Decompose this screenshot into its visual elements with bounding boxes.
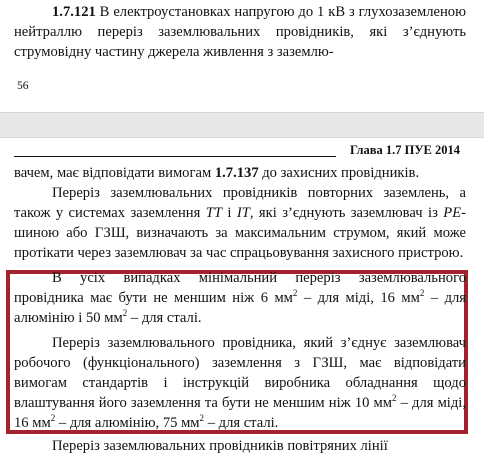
text-span: – для міді, 16 мм [14,395,466,431]
header-rule [14,156,336,157]
superscript: 2 [392,393,397,404]
text-span: і [221,205,237,221]
paragraph-overhead-lines [14,436,466,456]
clause-ref: 1.7.121 [52,4,96,20]
paragraph-1-7-121 [14,2,466,62]
text-span: – для алюмінію, 75 мм [55,415,200,431]
text-span: вачем, має відповідати вимогам [14,165,215,181]
text-span: – для міді, 16 мм [297,290,420,306]
text-span: Переріз заземлювальних провідників повітряних лінії [52,438,388,454]
system-it: IT [236,205,250,221]
text-span: Переріз заземлювальних провідників повторних заземлень, а також у системах заземлення [14,185,466,221]
text-span: В усіх випадках мінімальний переріз заземлювального провідника має бути не меншим ніж 6 мм [14,270,466,306]
text-span: -шиною або ГЗШ, визначають за максимальним струмом, який може протікати через заземлювач за час спрацьовування захисного пристрою. [14,205,466,261]
text-span: – для сталі. [127,310,202,326]
pe-bus: PE [443,205,462,221]
superscript: 2 [50,413,56,424]
superscript: 2 [292,288,298,299]
clause-ref: 1.7.137 [214,165,259,181]
page-separator [0,112,484,138]
text-span: – для сталі. [204,415,279,431]
paragraph-text: В електроустановках напругою до 1 кВ з глухозаземленою нейтраллю переріз заземлювальних провідників, які з’єднують струмовідну частину джерела живлення з заземлю- [14,4,466,60]
system-tt: TT [205,205,222,221]
page-number: 56 [17,80,29,92]
text-span: до захисних провідників. [258,165,420,181]
previous-page [0,0,484,112]
paragraph-min-cross-section [14,268,466,328]
superscript: 2 [122,308,128,319]
text-span: , які з’єднують заземлювач із [249,205,444,221]
text-span: – для алюмінію і 50 мм [14,290,466,326]
paragraph-functional-earthing [14,333,466,433]
chapter-title: Глава 1.7 ПУЕ 2014 [349,143,460,157]
superscript: 2 [419,288,425,299]
superscript: 2 [199,413,205,424]
text-span: Переріз заземлювального провідника, який з’єднує заземлювач робочого (функціонального) заземлення з ГЗШ, має відповідати вимогам стандартів і інструкцій виробника обладнання щодо влаштування його заземлення та бути не меншим ніж 10 мм [14,335,466,411]
running-header [14,143,466,161]
continued-paragraph [14,163,466,263]
